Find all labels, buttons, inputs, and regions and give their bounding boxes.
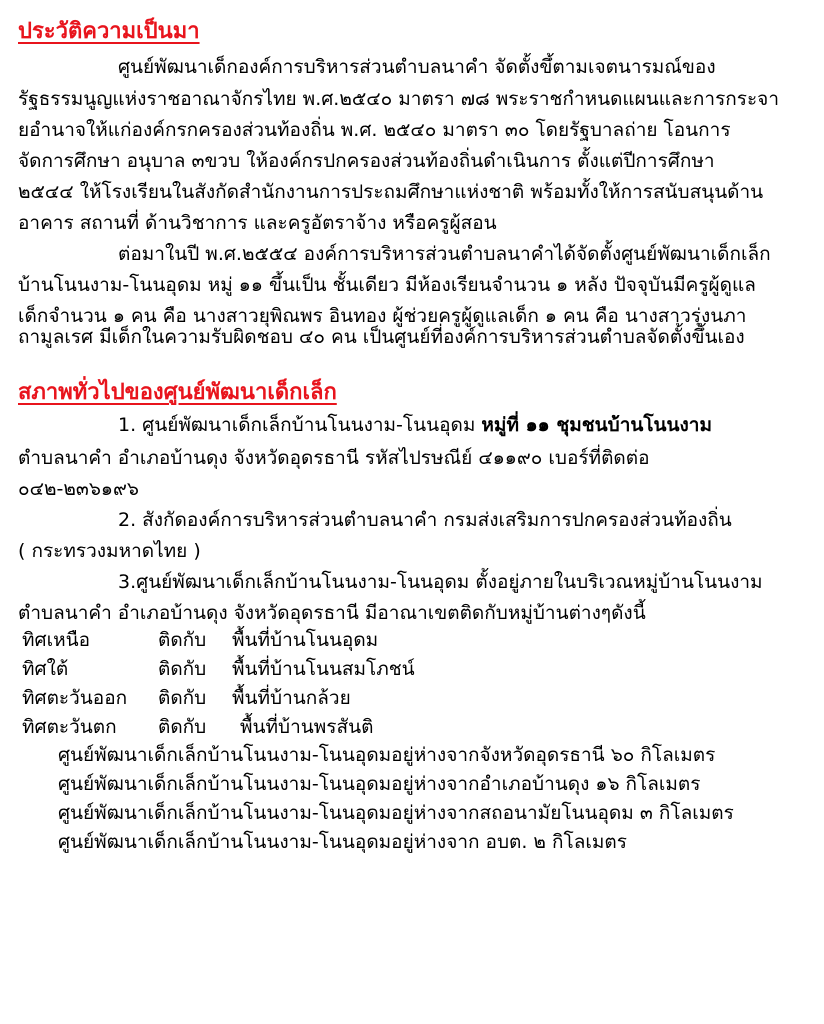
- direction-place: พื้นที่บ้านกล้วย: [232, 687, 351, 709]
- history-line-5: ๒๕๔๔ ให้โรงเรียนในสังกัดสำนักงานการประถมศึกษาแห่งชาติ พร้อมทั้งให้การสนับสนุนด้าน: [18, 181, 764, 203]
- direction-place: พื้นที่บ้านโนนสมโภชน์: [232, 658, 415, 680]
- direction-relation: ติดกับ: [158, 658, 207, 680]
- history-line-2: รัฐธรรมนูญแห่งราชอาณาจักรไทย พ.ศ.๒๕๔๐ มาตรา ๗๘ พระราชกำหนดแผนและการกระจา: [18, 88, 779, 110]
- distance-line-4: ศูนย์พัฒนาเด็กเล็กบ้านโนนงาม-โนนอุดมอยู่ห่างจาก อบต. ๒ กิโลเมตร: [58, 831, 627, 853]
- direction-relation: ติดกับ: [158, 629, 207, 651]
- direction-place: พื้นที่บ้านพรสันติ: [240, 716, 374, 738]
- general-item-1-line-3: ๐๔๒-๒๓๖๑๙๖: [18, 478, 139, 500]
- distance-line-2: ศูนย์พัฒนาเด็กเล็กบ้านโนนงาม-โนนอุดมอยู่ห่างจากอำเภอบ้านดุง ๑๖ กิโลเมตร: [58, 773, 701, 795]
- direction-name: ทิศเหนือ: [22, 629, 91, 651]
- general-heading: สภาพทั่วไปของศูนย์พัฒนาเด็กเล็ก: [18, 380, 337, 405]
- general-item-3-line-2: ตำบลนาคำ อำเภอบ้านดุง จังหวัดอุดรธานี มีอาณาเขตติดกับหมู่บ้านต่างๆดังนี้: [18, 602, 646, 624]
- distance-line-1: ศูนย์พัฒนาเด็กเล็กบ้านโนนงาม-โนนอุดมอยู่ห่างจากจังหวัดอุดรธานี ๖๐ กิโลเมตร: [58, 744, 716, 766]
- history-line-6: อาคาร สถานที่ ด้านวิชาการ และครูอัตราจ้าง หรือครูผู้สอน: [18, 212, 497, 234]
- direction-relation: ติดกับ: [158, 687, 207, 709]
- history-line-7: ต่อมาในปี พ.ศ.๒๕๕๔ องค์การบริหารส่วนตำบลนาคำได้จัดตั้งศูนย์พัฒนาเด็กเล็ก: [118, 243, 771, 265]
- history-line-3: ยอำนาจให้แก่องค์กรกครองส่วนท้องถิ่น พ.ศ. ๒๕๔๐ มาตรา ๓๐ โดยรัฐบาลถ่าย โอนการ: [18, 119, 731, 141]
- general-item-2-line-2: ( กระทรวงมหาดไทย ): [18, 540, 201, 562]
- history-heading: ประวัติความเป็นมา: [18, 19, 200, 44]
- history-line-4: จัดการศึกษา อนุบาล ๓ขวบ ให้องค์กรปกครองส่วนท้องถิ่นดำเนินการ ตั้งแต่ปีการศึกษา: [18, 150, 715, 172]
- general-item-1-line-2: ตำบลนาคำ อำเภอบ้านดุง จังหวัดอุดรธานี รหัสไปรษณีย์ ๔๑๑๙๐ เบอร์ที่ติดต่อ: [18, 447, 650, 469]
- direction-name: ทิศใต้: [22, 658, 69, 680]
- direction-name: ทิศตะวันตก: [22, 716, 117, 738]
- direction-relation: ติดกับ: [158, 716, 207, 738]
- general-item-1-part-2: หมู่ที่ ๑๑ ชุมชนบ้านโนนงาม: [481, 414, 713, 436]
- history-line-10: ถามูลเรศ มีเด็กในความรับผิดชอบ ๔๐ คน เป็นศูนย์ที่องค์การบริหารส่วนตำบลจัดตั้งขึ้นเอง: [18, 326, 745, 348]
- direction-name: ทิศตะวันออก: [22, 687, 128, 709]
- history-line-8: บ้านโนนงาม-โนนอุดม หมู่ ๑๑ ขึ้นเป็น ชั้นเดียว มีห้องเรียนจำนวน ๑ หลัง ปัจจุบันมีครูผู้ดูแล: [18, 274, 756, 296]
- history-line-1: ศูนย์พัฒนาเด็กองค์การบริหารส่วนตำบลนาคำ จัดตั้งขึ้ตามเจตนารมณ์ของ: [118, 56, 716, 78]
- direction-place: พื้นที่บ้านโนนอุดม: [232, 629, 379, 651]
- general-item-1-line-1: [118, 410, 712, 440]
- general-item-3-line-1: 3.ศูนย์พัฒนาเด็กเล็กบ้านโนนงาม-โนนอุดม ตั้งอยู่ภายในบริเวณหมู่บ้านโนนงาม: [118, 571, 763, 593]
- general-item-1-part-1: 1. ศูนย์พัฒนาเด็กเล็กบ้านโนนงาม-โนนอุดม: [118, 414, 482, 436]
- general-item-2-line-1: 2. สังกัดองค์การบริหารส่วนตำบลนาคำ กรมส่งเสริมการปกครองส่วนท้องถิ่น: [118, 509, 732, 531]
- history-line-9: เด็กจำนวน ๑ คน คือ นางสาวยุพิณพร อินทอง ผู้ช่วยครูผู้ดูแลเด็ก ๑ คน คือ นางสาวรุ่งนภา: [18, 305, 747, 327]
- distance-line-3: ศูนย์พัฒนาเด็กเล็กบ้านโนนงาม-โนนอุดมอยู่ห่างจากสถอนามัยโนนอุดม ๓ กิโลเมตร: [58, 802, 734, 824]
